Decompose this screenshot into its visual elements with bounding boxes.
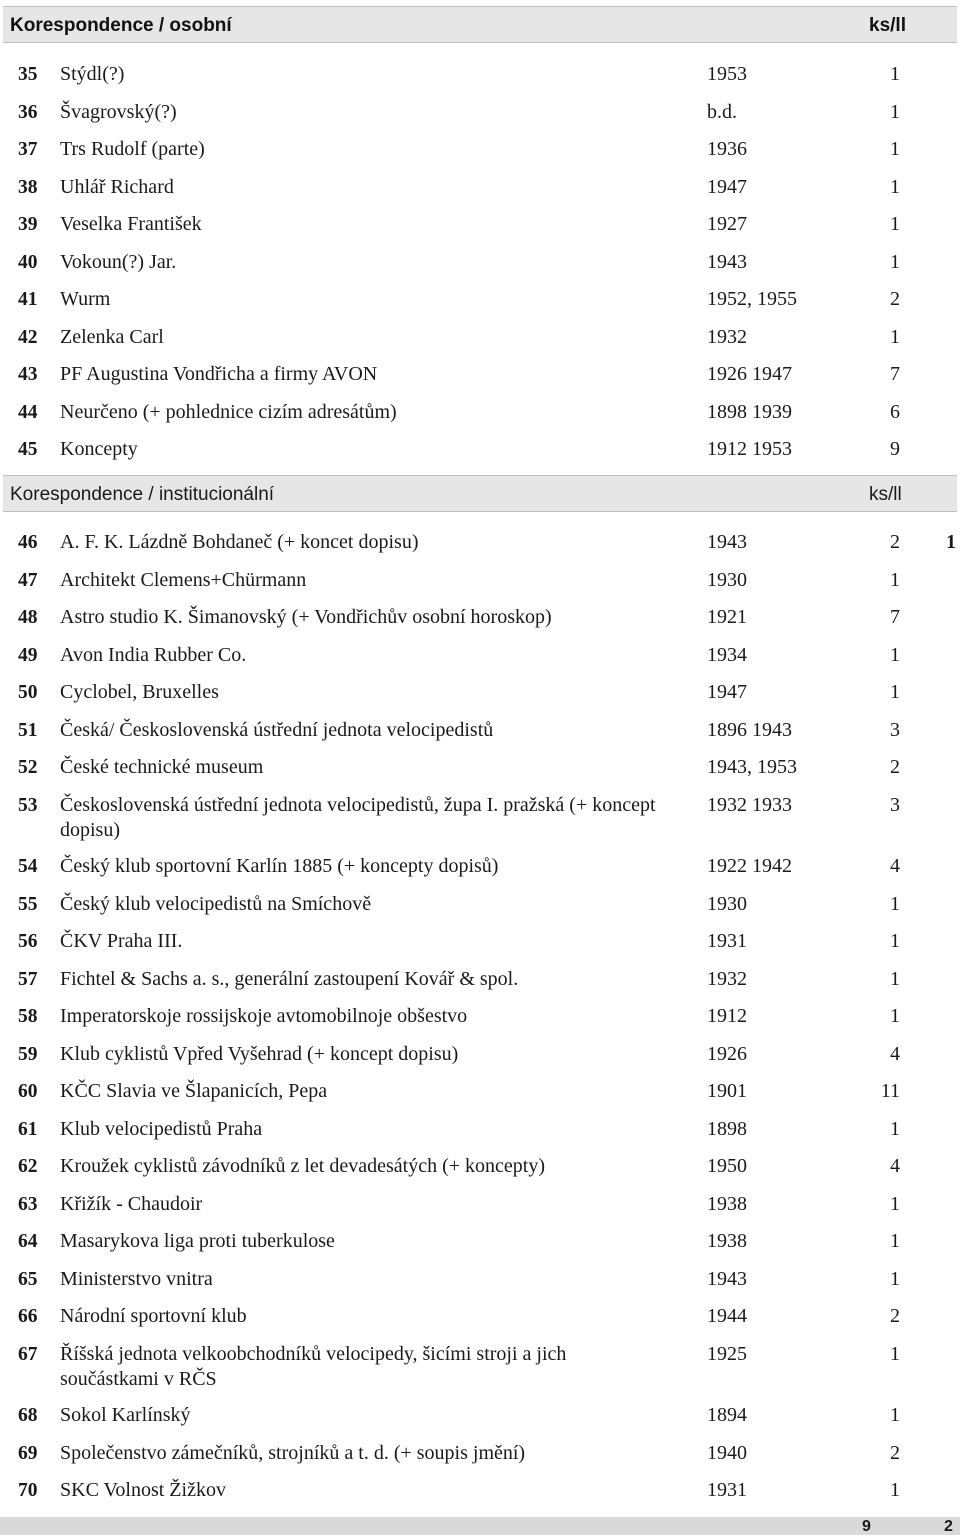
row-years: 1898 1939	[707, 400, 792, 423]
table-row	[0, 562, 960, 600]
row-num: 70	[18, 1480, 38, 1501]
row-name: České technické museum	[60, 756, 264, 778]
row-name: Ministerstvo vnitra	[60, 1267, 213, 1290]
table-row	[0, 712, 960, 750]
row-num: 61	[18, 1118, 38, 1140]
row-count: 2	[890, 756, 900, 778]
row-num: 56	[18, 931, 38, 952]
row-name: Český klub sportovní Karlín 1885 (+ koncepty dopisů)	[60, 855, 499, 877]
row-name: A. F. K. Lázdně Bohdaneč (+ koncet dopisu)	[60, 531, 419, 553]
row-count: 7	[890, 606, 900, 628]
row-count: 3	[890, 718, 900, 741]
section-rows-institucionalni	[0, 524, 960, 1510]
row-num: 47	[18, 569, 38, 591]
row-count: 7	[890, 363, 900, 385]
table-row	[0, 1186, 960, 1224]
row-name: Trs Rudolf (parte)	[60, 138, 205, 160]
row-num: 62	[18, 1156, 38, 1177]
table-row	[0, 637, 960, 675]
row-num: 58	[18, 1006, 38, 1027]
row-count: 1	[890, 1267, 900, 1290]
section-title: Korespondence / institucionální	[10, 484, 275, 505]
row-count: 2	[890, 1305, 900, 1327]
section-header-osobni	[3, 6, 957, 43]
row-num: 53	[18, 794, 38, 816]
row-years: 1943	[707, 1267, 747, 1290]
row-years: 1922 1942	[707, 855, 792, 877]
row-years: 1934	[707, 643, 747, 666]
row-count: 1	[890, 568, 900, 591]
row-num: 60	[18, 1081, 38, 1102]
row-count: 9	[890, 438, 900, 460]
table-row	[0, 431, 960, 469]
table-row	[0, 1036, 960, 1074]
row-count: 1	[890, 175, 900, 198]
row-years: 1950	[707, 1155, 747, 1177]
row-count: 1	[890, 930, 900, 952]
table-row	[0, 319, 960, 357]
table-row	[0, 281, 960, 319]
table-row	[0, 244, 960, 282]
table-row	[0, 1111, 960, 1149]
row-name: Zelenka Carl	[60, 325, 164, 348]
row-num: 69	[18, 1442, 38, 1464]
row-name: Československá ústřední jednota velocipedistů, župa I. pražská (+ koncept dopisu)	[60, 793, 656, 841]
row-count: 1	[890, 63, 900, 85]
row-count: 1	[890, 892, 900, 915]
row-num: 36	[18, 101, 38, 123]
row-count: 1	[890, 325, 900, 348]
row-num: 42	[18, 326, 38, 348]
row-count: 1	[890, 967, 900, 990]
row-name: Koncepty	[60, 438, 138, 460]
table-row	[0, 1148, 960, 1186]
row-count: 2	[890, 531, 900, 553]
row-years: 1943	[707, 250, 747, 273]
row-years: 1932	[707, 325, 747, 348]
row-years: 1932 1933	[707, 793, 792, 816]
row-name: Klub cyklistů Vpřed Vyšehrad (+ koncept dopisu)	[60, 1042, 459, 1065]
row-num: 57	[18, 968, 38, 990]
row-name: Kroužek cyklistů závodníků z let devadesátých (+ koncepty)	[60, 1155, 545, 1177]
row-count: 4	[890, 1155, 900, 1177]
row-name: Společenstvo zámečníků, strojníků a t. d. (+ soupis jmění)	[60, 1441, 526, 1464]
row-name: Vokoun(?) Jar.	[60, 250, 177, 273]
row-count: 6	[890, 400, 900, 423]
row-years: 1927	[707, 213, 747, 235]
row-count: 2	[890, 1441, 900, 1464]
row-years: 1912 1953	[707, 438, 792, 460]
table-row	[0, 998, 960, 1036]
row-num: 55	[18, 893, 38, 915]
row-name: Český klub velocipedistů na Smíchově	[60, 892, 372, 915]
row-name: SKC Volnost Žižkov	[60, 1479, 226, 1501]
row-name: ČKV Praha III.	[60, 930, 183, 952]
section-rows-osobni	[0, 56, 960, 469]
row-count: 1	[890, 100, 900, 123]
row-num: 49	[18, 644, 38, 666]
row-extra: 1	[946, 531, 956, 553]
table-row	[0, 1435, 960, 1473]
row-num: 37	[18, 139, 38, 160]
column-header-ks-ll: ks/ll	[869, 15, 906, 36]
row-num: 59	[18, 1043, 38, 1065]
row-name: Švagrovský(?)	[60, 100, 177, 123]
row-num: 64	[18, 1231, 38, 1252]
row-name: Astro studio K. Šimanovský (+ Vondřichův osobní horoskop)	[60, 606, 552, 628]
row-years: 1947	[707, 175, 747, 198]
row-years: 1930	[707, 892, 747, 915]
row-years: 1925	[707, 1342, 747, 1365]
row-count: 1	[890, 1404, 900, 1426]
row-num: 40	[18, 251, 38, 273]
table-row	[0, 56, 960, 94]
row-count: 1	[890, 1005, 900, 1027]
row-name: Křižík - Chaudoir	[60, 1192, 203, 1215]
row-num: 45	[18, 439, 38, 460]
row-count: 1	[890, 138, 900, 160]
row-count: 11	[880, 1080, 900, 1102]
table-row	[0, 169, 960, 207]
row-years: 1931	[707, 930, 747, 952]
row-name: KČC Slavia ve Šlapanicích, Pepa	[60, 1080, 328, 1102]
row-num: 50	[18, 682, 38, 703]
table-row	[0, 1073, 960, 1111]
section-header-institucionalni	[3, 475, 957, 512]
row-years: 1932	[707, 967, 747, 990]
row-years: 1938	[707, 1230, 747, 1252]
row-years: 1894	[707, 1404, 747, 1426]
row-name: Wurm	[60, 288, 111, 310]
row-years: 1944	[707, 1305, 747, 1327]
row-count: 1	[890, 1230, 900, 1252]
table-row	[0, 131, 960, 169]
row-num: 43	[18, 364, 38, 385]
row-years: 1930	[707, 568, 747, 591]
footer-left-number: 9	[862, 1518, 871, 1535]
row-num: 35	[18, 64, 38, 85]
table-row	[0, 1261, 960, 1299]
row-count: 1	[890, 1117, 900, 1140]
row-name: Říšská jednota velkoobchodníků velocipedy, šicími stroji a jich součástkami v RČS	[60, 1342, 567, 1390]
row-count: 1	[890, 250, 900, 273]
row-years: 1940	[707, 1441, 747, 1464]
table-row	[0, 923, 960, 961]
row-num: 51	[18, 719, 38, 741]
row-num: 63	[18, 1193, 38, 1215]
row-years: 1947	[707, 681, 747, 703]
row-years: 1943	[707, 531, 747, 553]
footer-right-number: 2	[944, 1518, 953, 1535]
row-name: PF Augustina Vondřicha a firmy AVON	[60, 363, 378, 385]
row-num: 44	[18, 401, 38, 423]
table-row	[0, 1298, 960, 1336]
row-num: 38	[18, 176, 38, 198]
row-count: 1	[890, 1192, 900, 1215]
row-years: 1896 1943	[707, 718, 792, 741]
row-count: 1	[890, 681, 900, 703]
row-name: Neurčeno (+ pohlednice cizím adresátům)	[60, 400, 397, 423]
row-name: Klub velocipedistů Praha	[60, 1117, 263, 1140]
row-num: 67	[18, 1343, 38, 1365]
row-num: 54	[18, 856, 38, 877]
table-row	[0, 749, 960, 787]
table-row	[0, 848, 960, 886]
row-years: b.d.	[707, 100, 737, 123]
row-name: Masarykova liga proti tuberkulose	[60, 1230, 335, 1252]
table-row	[0, 787, 960, 849]
table-row	[0, 356, 960, 394]
row-years: 1912	[707, 1005, 747, 1027]
table-row	[0, 599, 960, 637]
table-row	[0, 524, 960, 562]
row-years: 1953	[707, 63, 747, 85]
row-name: Cyclobel, Bruxelles	[60, 681, 219, 703]
row-num: 66	[18, 1306, 38, 1327]
row-count: 2	[890, 288, 900, 310]
row-num: 68	[18, 1405, 38, 1426]
row-count: 3	[890, 793, 900, 816]
row-count: 4	[890, 855, 900, 877]
footer-bar	[0, 1517, 960, 1535]
table-row	[0, 674, 960, 712]
row-years: 1926 1947	[707, 363, 792, 385]
row-years: 1943, 1953	[707, 756, 797, 778]
row-years: 1901	[707, 1080, 747, 1102]
row-name: Avon India Rubber Co.	[60, 643, 247, 666]
row-years: 1952, 1955	[707, 288, 797, 310]
row-years: 1898	[707, 1117, 747, 1140]
column-header-ks-ll: ks/ll	[869, 484, 902, 505]
row-name: Sokol Karlínský	[60, 1404, 191, 1426]
row-years: 1926	[707, 1042, 747, 1065]
row-name: Veselka František	[60, 213, 202, 235]
table-row	[0, 206, 960, 244]
row-count: 1	[890, 213, 900, 235]
row-years: 1938	[707, 1192, 747, 1215]
table-row	[0, 1223, 960, 1261]
row-name: Národní sportovní klub	[60, 1305, 247, 1327]
row-years: 1931	[707, 1479, 747, 1501]
row-num: 65	[18, 1268, 38, 1290]
row-name: Uhlář Richard	[60, 175, 174, 198]
row-name: Česká/ Československá ústřední jednota velocipedistů	[60, 718, 494, 741]
row-count: 1	[890, 1479, 900, 1501]
row-count: 4	[890, 1042, 900, 1065]
table-row	[0, 1336, 960, 1398]
row-num: 46	[18, 532, 38, 553]
row-count: 1	[890, 1342, 900, 1365]
row-years: 1921	[707, 606, 747, 628]
table-row	[0, 961, 960, 999]
table-row	[0, 886, 960, 924]
row-name: Architekt Clemens+Chürmann	[60, 568, 307, 591]
row-num: 41	[18, 289, 38, 310]
row-name: Imperatorskoje rossijskoje avtomobilnoje obšestvo	[60, 1005, 468, 1027]
row-num: 52	[18, 757, 38, 778]
row-name: Stýdl(?)	[60, 63, 125, 85]
table-row	[0, 1472, 960, 1510]
section-title: Korespondence / osobní	[10, 15, 232, 36]
row-num: 48	[18, 607, 38, 628]
table-row	[0, 1397, 960, 1435]
table-row	[0, 94, 960, 132]
row-count: 1	[890, 643, 900, 666]
row-years: 1936	[707, 138, 747, 160]
row-num: 39	[18, 214, 38, 235]
row-name: Fichtel & Sachs a. s., generální zastoupení Kovář & spol.	[60, 967, 519, 990]
table-row	[0, 394, 960, 432]
